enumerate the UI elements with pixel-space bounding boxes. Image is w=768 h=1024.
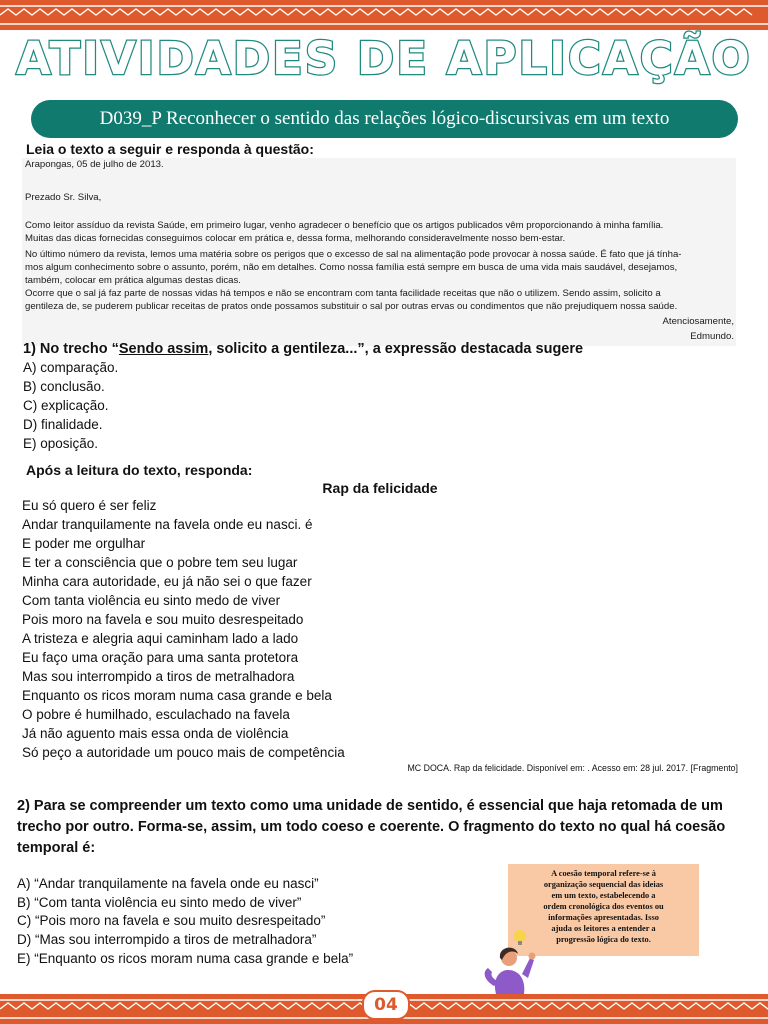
note-line: ajuda os leitores a entender a xyxy=(551,924,656,933)
instruction-1: Leia o texto a seguir e responda à questão: xyxy=(26,141,314,157)
top-decorative-band xyxy=(0,0,768,30)
option-e-1[interactable]: E) oposição. xyxy=(23,436,99,451)
letter-closing: Atenciosamente, xyxy=(662,316,734,327)
option-e-2[interactable]: E) “Enquanto os ricos moram numa casa grande e bela” xyxy=(17,951,354,966)
note-line: organização sequencial das ideias xyxy=(543,880,664,889)
letter-box xyxy=(22,158,736,346)
option-c-1[interactable]: C) explicação. xyxy=(23,398,109,413)
option-b-2[interactable]: B) “Com tanta violência eu sinto medo de viver” xyxy=(17,895,302,910)
question-2-line: 2) Para se compreender um texto como uma unidade de sentido, é essencial que haja retomada de um xyxy=(17,798,723,814)
question-2-line: trecho por outro. Forma-se, assim, um todo coeso e coerente. O fragmento do texto no qual há coesão xyxy=(17,819,726,835)
letter-line: Como leitor assíduo da revista Saúde, em primeiro lugar, venho agradecer o benefício que os artigos publicados vêm proporcionando à minha família. xyxy=(25,220,664,231)
poem-line: Com tanta violência eu sinto medo de viver xyxy=(22,593,281,608)
note-line: ordem cronológica dos eventos ou xyxy=(543,902,664,911)
page-number: 04 xyxy=(362,990,410,1020)
poem-line: E ter a consciência que o pobre tem seu lugar xyxy=(22,555,298,570)
letter-greeting: Prezado Sr. Silva, xyxy=(25,192,102,203)
poem-line: Eu faço uma oração para uma santa protetora xyxy=(22,650,299,665)
poem-line: Só peço a autoridade um pouco mais de competência xyxy=(22,745,345,760)
poem-line: A tristeza e alegria aqui caminham lado a lado xyxy=(22,631,299,646)
letter-line: No último número da revista, lemos uma matéria sobre os perigos que o excesso de sal na alimentação pode provocar à nossa saúde. É fato que já tínha- xyxy=(25,249,682,260)
letter-line: Muitas das dicas fornecidas conseguimos colocar em prática e, dessa forma, melhorando consideravelmente nosso bem-estar. xyxy=(25,233,566,244)
letter-line: também, colocar em prática algumas destas dicas. xyxy=(25,275,241,286)
question-1-prefix: 1) No trecho “ xyxy=(23,341,119,357)
poem-line: E poder me orgulhar xyxy=(22,536,146,551)
poem-source: MC DOCA. Rap da felicidade. Disponível em: . Acesso em: 28 jul. 2017. [Fragmento] xyxy=(407,763,738,773)
poem-line: Mas sou interrompido a tiros de metralhadora xyxy=(22,669,295,684)
letter-signature: Edmundo. xyxy=(690,331,734,342)
question-1-suffix: , solicito a gentileza...”, a expressão destacada sugere xyxy=(208,341,584,357)
poem-line: Já não aguento mais essa onda de violência xyxy=(22,726,289,741)
option-c-2[interactable]: C) “Pois moro na favela e sou muito desrespeitado” xyxy=(17,913,326,928)
note-line: progressão lógica do texto. xyxy=(556,935,651,944)
question-1-highlight: Sendo assim xyxy=(118,341,209,357)
poem-line: Eu só quero é ser feliz xyxy=(22,498,157,513)
poem-line: Andar tranquilamente na favela onde eu nasci. é xyxy=(22,517,313,532)
poem-title: Rap da felicidade xyxy=(322,480,438,496)
poem-line: Minha cara autoridade, eu já não sei o que fazer xyxy=(22,574,312,589)
note-line: em um texto, estabelecendo a xyxy=(551,891,656,900)
option-a-2[interactable]: A) “Andar tranquilamente na favela onde eu nasci” xyxy=(17,876,319,891)
letter-line: mos algum conhecimento sobre o assunto, porém, não em detalhes. Como nossa família está sempre em busca de uma vida mais saudável, desejamos, xyxy=(25,262,678,273)
thinking-person-illustration xyxy=(478,928,540,994)
option-d-1[interactable]: D) finalidade. xyxy=(23,417,103,432)
poem-line: Enquanto os ricos moram numa casa grande e bela xyxy=(22,688,332,703)
question-1 xyxy=(23,341,583,357)
option-d-2[interactable]: D) “Mas sou interrompido a tiros de metralhadora” xyxy=(17,932,317,947)
poem-line: Pois moro na favela e sou muito desrespeitado xyxy=(22,612,304,627)
note-line: informações apresentadas. Isso xyxy=(548,913,659,922)
option-b-1[interactable]: B) conclusão. xyxy=(23,379,105,394)
lightbulb-icon xyxy=(514,930,526,942)
letter-place-date: Arapongas, 05 de julho de 2013. xyxy=(25,159,164,170)
note-line: A coesão temporal refere-se à xyxy=(551,869,656,878)
instruction-2: Após a leitura do texto, responda: xyxy=(26,462,253,478)
poem-line: O pobre é humilhado, esculachado na favela xyxy=(22,707,290,722)
question-2-line: temporal é: xyxy=(17,840,96,856)
letter-line: gentileza de, se puderem publicar receitas de pratos onde possamos substituir o sal por outras ervas ou condimentos que não prejudiquem nossa saúde. xyxy=(25,301,678,312)
option-a-1[interactable]: A) comparação. xyxy=(23,360,119,375)
letter-line: Ocorre que o sal já faz parte de nossas vidas há tempos e não se encontram com tanta facilidade receitas que não o utilizem. Sendo assim, solicito a xyxy=(25,288,661,299)
page-title: ATIVIDADES DE APLICAÇÃO xyxy=(16,32,752,85)
descriptor-banner: D039_P Reconhecer o sentido das relações lógico-discursivas em um texto xyxy=(31,100,738,138)
